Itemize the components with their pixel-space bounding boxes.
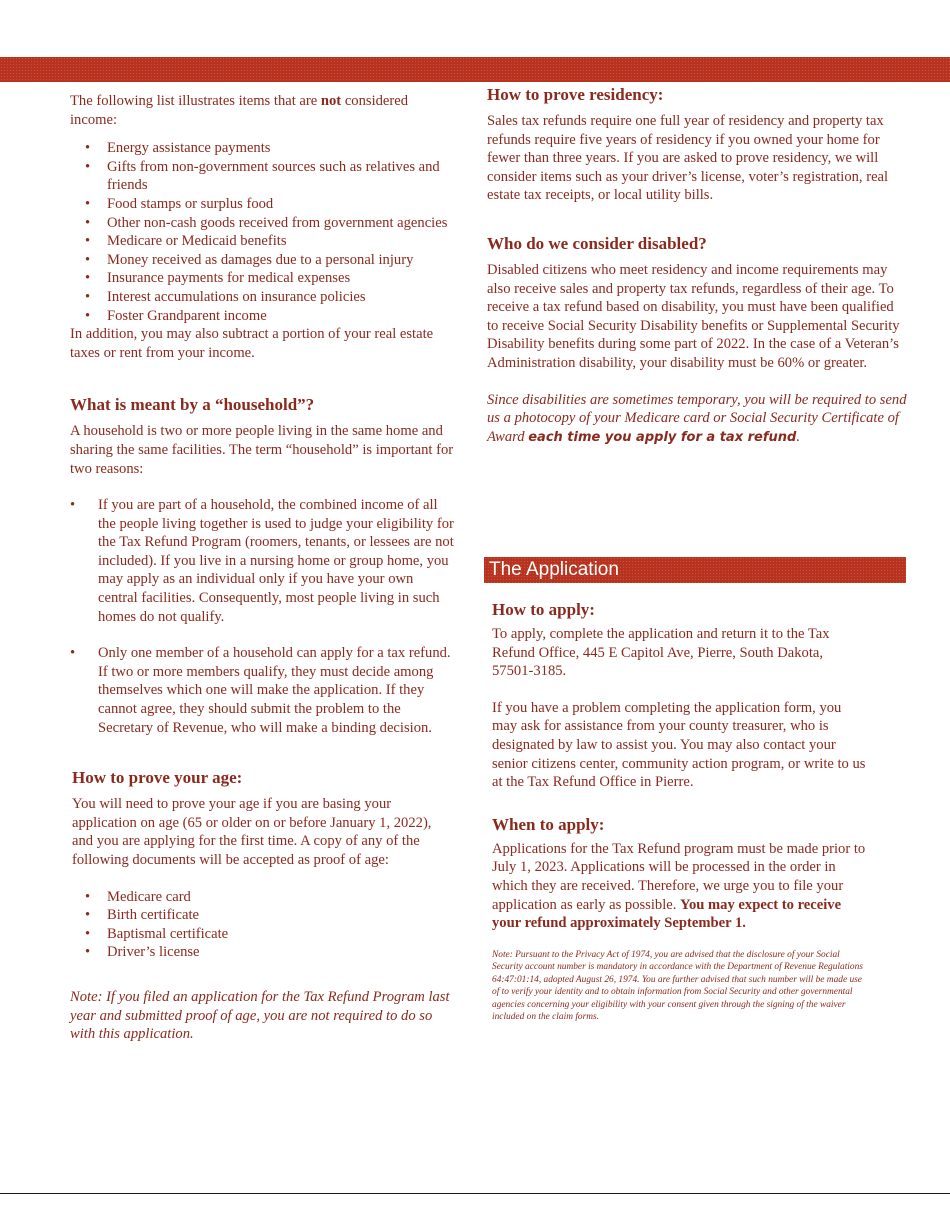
age-docs-list <box>70 888 455 962</box>
list-item: • Gifts from non-government sources such as relatives and friends <box>70 158 455 195</box>
disabled-paragraph: Disabled citizens who meet residency and income requirements may also receive sales and property tax refunds, regardless of their age. To receive a tax refund based on disability, you must have been qualified to receive Social Security Disability benefits or Supplemental Security Disability benefits during some part of 2022. In the case of a Veteran’s Administration disability, your disability must be 60% or greater. <box>487 261 900 371</box>
not-income-intro: The following list illustrates items that are not considered income: <box>70 93 409 128</box>
apply-heading: How to apply: <box>492 600 595 619</box>
section-title: The Application <box>489 559 619 580</box>
list-item: • Baptismal certificate <box>70 925 455 944</box>
application-section-bar <box>484 557 906 583</box>
list-item: • Money received as damages due to a personal injury <box>70 251 455 270</box>
age-paragraph: You will need to prove your age if you are basing your application on age (65 or older on or before January 1, 2022), and you are applying for the first time. A copy of any of the following documents will be accepted as proof of age: <box>72 796 432 868</box>
when-paragraph: Applications for the Tax Refund program must be made prior to July 1, 2023. Applications will be processed in the order in which they are received. Therefore, we urge you to file your application as early as possible. You may expect to receive your refund approximately September 1. <box>492 840 866 932</box>
residency-heading: How to prove residency: <box>487 85 664 104</box>
list-item: • Interest accumulations on insurance policies <box>70 288 455 307</box>
age-heading: How to prove your age: <box>72 768 243 788</box>
list-item: • Energy assistance payments <box>70 139 455 158</box>
list-item: • Medicare or Medicaid benefits <box>70 232 455 251</box>
disabled-note: Since disabilities are sometimes temporary, you will be required to send us a photocopy of your Medicare card or Social Security Certificate of Award each time you apply for a tax refund. <box>487 391 907 445</box>
list-item: • Birth certificate <box>70 906 455 925</box>
apply-paragraph: To apply, complete the application and return it to the Tax Refund Office, 445 E Capitol Ave, Pierre, South Dakota, 57501-3185. <box>492 626 830 680</box>
list-item: • Food stamps or surplus food <box>70 195 455 214</box>
privacy-note: Note: Pursuant to the Privacy Act of 1974, you are advised that the disclosure of your Social Security account number is mandatory in accordance with the Department of Revenue Regulations 64:47:01:14, adopted August 26, 1974. You are further advised that such number will be made use of to verify your identity and to obtain information from Social Security and other governmental agencies concerning your eligibility with your consent given through the signing of the waiver included on the claim forms. <box>492 949 863 1023</box>
header-band <box>0 57 950 82</box>
list-item: • Other non-cash goods received from government agencies <box>70 214 455 233</box>
apply-help-paragraph: If you have a problem completing the application form, you may ask for assistance from your county treasurer, who is designated by law to assist you. You may also contact your senior citizens center, community action program, or write to us at the Tax Refund Office in Pierre. <box>492 699 866 791</box>
list-item: • Driver’s license <box>70 943 455 962</box>
when-heading: When to apply: <box>492 814 605 834</box>
age-note: Note: If you filed an application for the Tax Refund Program last year and submitted proof of age, you are not required to do so with this application. <box>70 988 450 1043</box>
disabled-heading: Who do we consider disabled? <box>487 233 707 253</box>
residency-paragraph: Sales tax refunds require one full year of residency and property tax refunds require five years of residency if you owned your home for fewer than three years. If you are asked to prove residency, we will consider items such as your driver’s license, voter’s registration, real estate tax receipts, or local utility bills. <box>487 113 889 204</box>
household-intro: A household is two or more people living in the same home and sharing the same facilities. The term “household” is important for two reasons: <box>70 423 454 477</box>
list-item: • Insurance payments for medical expenses <box>70 269 455 288</box>
list-item: • Medicare card <box>70 888 455 907</box>
right-column <box>487 84 907 447</box>
household-reasons <box>70 496 455 737</box>
left-column <box>70 92 455 1044</box>
footer-rule <box>0 1193 950 1194</box>
application-section <box>492 599 867 1024</box>
not-income-list <box>70 139 455 325</box>
household-heading: What is meant by a “household”? <box>70 395 315 415</box>
list-item: • Only one member of a household can apply for a tax refund. If two or more members qualify, they must decide among themselves which one will make the application. If they cannot agree, they should submit the problem to the Secretary of Revenue, who will make a binding decision. <box>70 644 455 737</box>
list-item: • If you are part of a household, the combined income of all the people living together is used to judge your eligibility for the Tax Refund Program (roomers, tenants, or lessees are not included). If you live in a nursing home or group home, you may apply as an individual only if you have your own central facilities. Consequently, most people living in such homes do not qualify. <box>70 496 455 626</box>
addition-paragraph: In addition, you may also subtract a portion of your real estate taxes or rent from your income. <box>70 326 434 361</box>
list-item: • Foster Grandparent income <box>70 307 455 326</box>
